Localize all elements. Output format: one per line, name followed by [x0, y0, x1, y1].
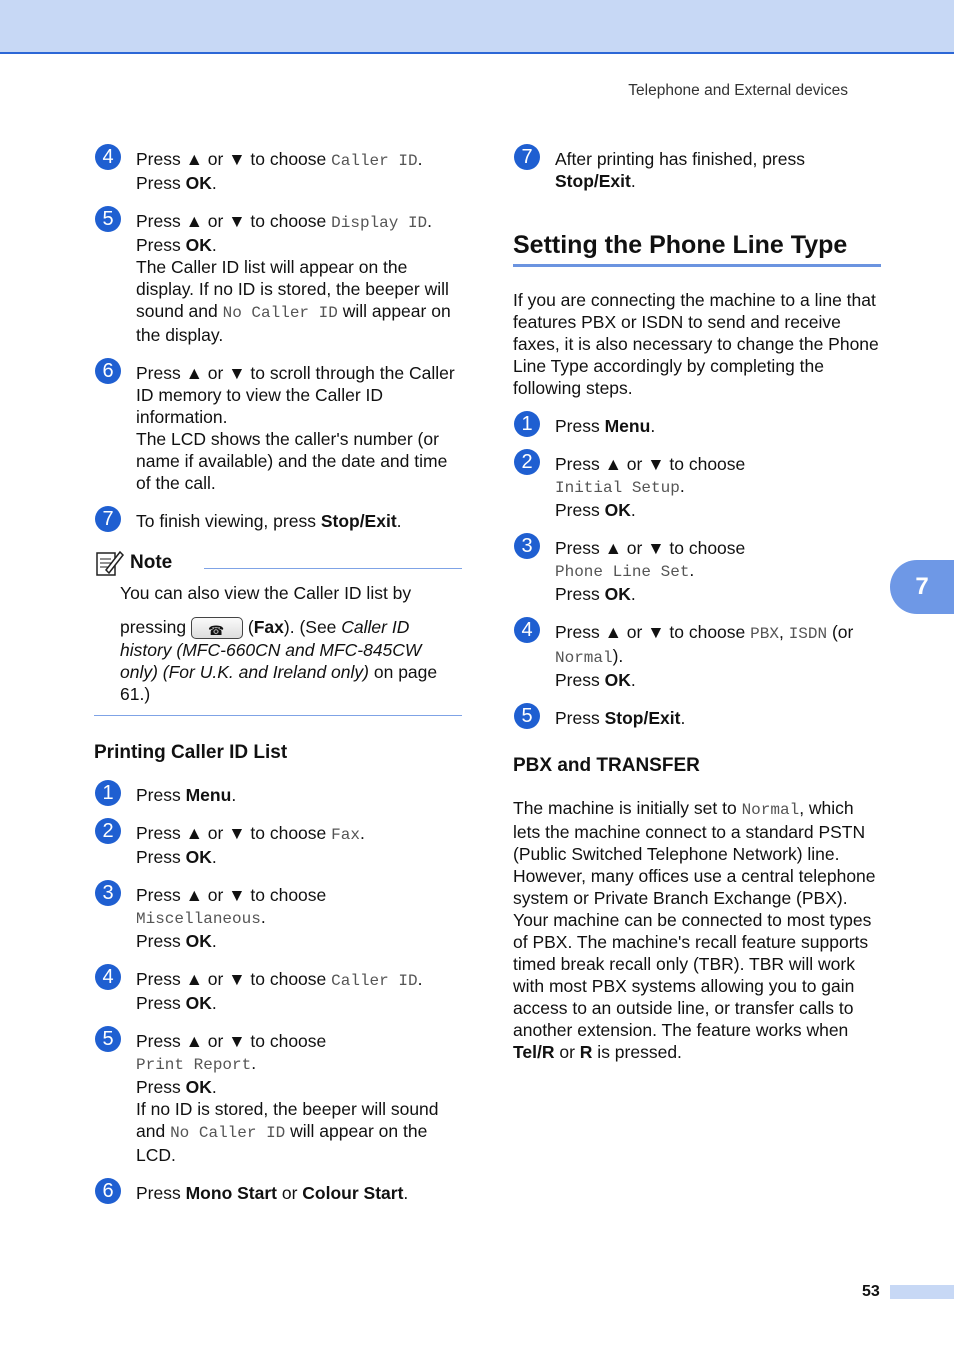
step-number: 4 [95, 144, 121, 170]
step: 3 Press ▲ or ▼ to choose Phone Line Set. Press OK. [513, 537, 881, 605]
lcd-text: Normal [741, 801, 800, 819]
lcd-text: Miscellaneous [136, 910, 261, 929]
step: 2 Press ▲ or ▼ to choose Fax. Press OK. [94, 822, 462, 868]
step: 6 Press ▲ or ▼ to scroll through the Caller ID memory to view the Caller ID information. The LCD shows the caller's number (or name if available) and the date and time of the call. [94, 362, 462, 494]
step-number: 7 [514, 144, 540, 170]
step-number: 2 [514, 449, 540, 475]
step: 4 Press ▲ or ▼ to choose Caller ID. Press OK. [94, 148, 462, 194]
note-pencil-icon [94, 548, 124, 578]
note-title: Note [130, 552, 173, 573]
step-number: 5 [514, 703, 540, 729]
step: 5 Press ▲ or ▼ to choose Print Report. Press OK. If no ID is stored, the beeper will sound and No Caller ID will appear on the LCD. [94, 1030, 462, 1166]
step: 2 Press ▲ or ▼ to choose Initial Setup. Press OK. [513, 453, 881, 521]
lcd-text: ISDN [788, 625, 828, 643]
lcd-text: Fax [331, 826, 360, 845]
step-number: 6 [95, 1178, 121, 1204]
step: 5 Press ▲ or ▼ to choose Display ID. Press OK. The Caller ID list will appear on the display. If no ID is stored, the beeper will sound and No Caller ID will appear on the display. [94, 210, 462, 346]
step-number: 5 [95, 206, 121, 232]
step-number: 1 [95, 780, 121, 806]
fax-key-icon: ☎ [191, 617, 243, 639]
left-column [94, 148, 462, 1220]
step: 7 After printing has finished, press Stop/Exit. [513, 148, 881, 192]
step: 1 Press Menu. [513, 415, 881, 437]
top-header-band [0, 0, 954, 54]
running-header: Telephone and External devices [628, 82, 848, 99]
lcd-text: Print Report [136, 1056, 252, 1075]
note-box: Note You can also view the Caller ID list by pressing ☎ (Fax). (See Caller ID history (MFC-660CN and MFC-845CW only) (For U.K. and Ireland only) on page 61.) [94, 548, 462, 716]
step: 5 Press Stop/Exit. [513, 707, 881, 729]
step: 4 Press ▲ or ▼ to choose PBX, ISDN (or Normal). Press OK. [513, 621, 881, 691]
step-number: 3 [514, 533, 540, 559]
footer-bar [890, 1285, 954, 1299]
subsection-heading: PBX and TRANSFER [513, 755, 700, 776]
lcd-text: Display ID [331, 214, 428, 232]
pbx-paragraph: The machine is initially set to Normal, which lets the machine connect to a standard PSTN (Public Switched Telephone Network) line. However, many offices use a central telephone system or Private Branch Exchange (PBX). Your machine can be connected to most types of PBX. The machine's recall feature supports timed break recall only (TBR). TBR will work with most PBX systems allowing you to gain access to an outside line, or transfer calls to another extension. The feature works when Tel/R or R is pressed. [513, 798, 876, 1062]
step: 7 To finish viewing, press Stop/Exit. [94, 510, 462, 532]
lcd-text: No Caller ID [222, 304, 338, 322]
lcd-text: Initial Setup [555, 479, 680, 497]
step: 3 Press ▲ or ▼ to choose Miscellaneous. Press OK. [94, 884, 462, 952]
section-heading: Printing Caller ID List [94, 742, 288, 764]
step-number: 4 [514, 617, 540, 643]
intro-paragraph: If you are connecting the machine to a line that features PBX or ISDN to send and receive faxes, it is also necessary to change the Phone Line Type accordingly by completing the following steps. [513, 290, 879, 398]
step-number: 5 [95, 1026, 121, 1052]
lcd-text: Caller ID [331, 152, 418, 170]
page-number: 53 [862, 1283, 880, 1300]
section-heading: Setting the Phone Line Type [513, 230, 881, 267]
chapter-tab: 7 [890, 560, 954, 614]
right-column [513, 148, 881, 1079]
lcd-text: Caller ID [331, 972, 418, 991]
lcd-text: PBX [750, 625, 779, 643]
step-number: 7 [95, 506, 121, 532]
lcd-text: Phone Line Set [555, 563, 690, 581]
step: 4 Press ▲ or ▼ to choose Caller ID. Press OK. [94, 968, 462, 1014]
step: 6 Press Mono Start or Colour Start. [94, 1182, 462, 1204]
step-number: 3 [95, 880, 121, 906]
step-number: 4 [95, 964, 121, 990]
lcd-text: Normal [555, 649, 613, 667]
lcd-text: No Caller ID [170, 1124, 286, 1143]
step-number: 1 [514, 411, 540, 437]
step: 1 Press Menu. [94, 784, 462, 806]
step-number: 6 [95, 358, 121, 384]
step-number: 2 [95, 818, 121, 844]
